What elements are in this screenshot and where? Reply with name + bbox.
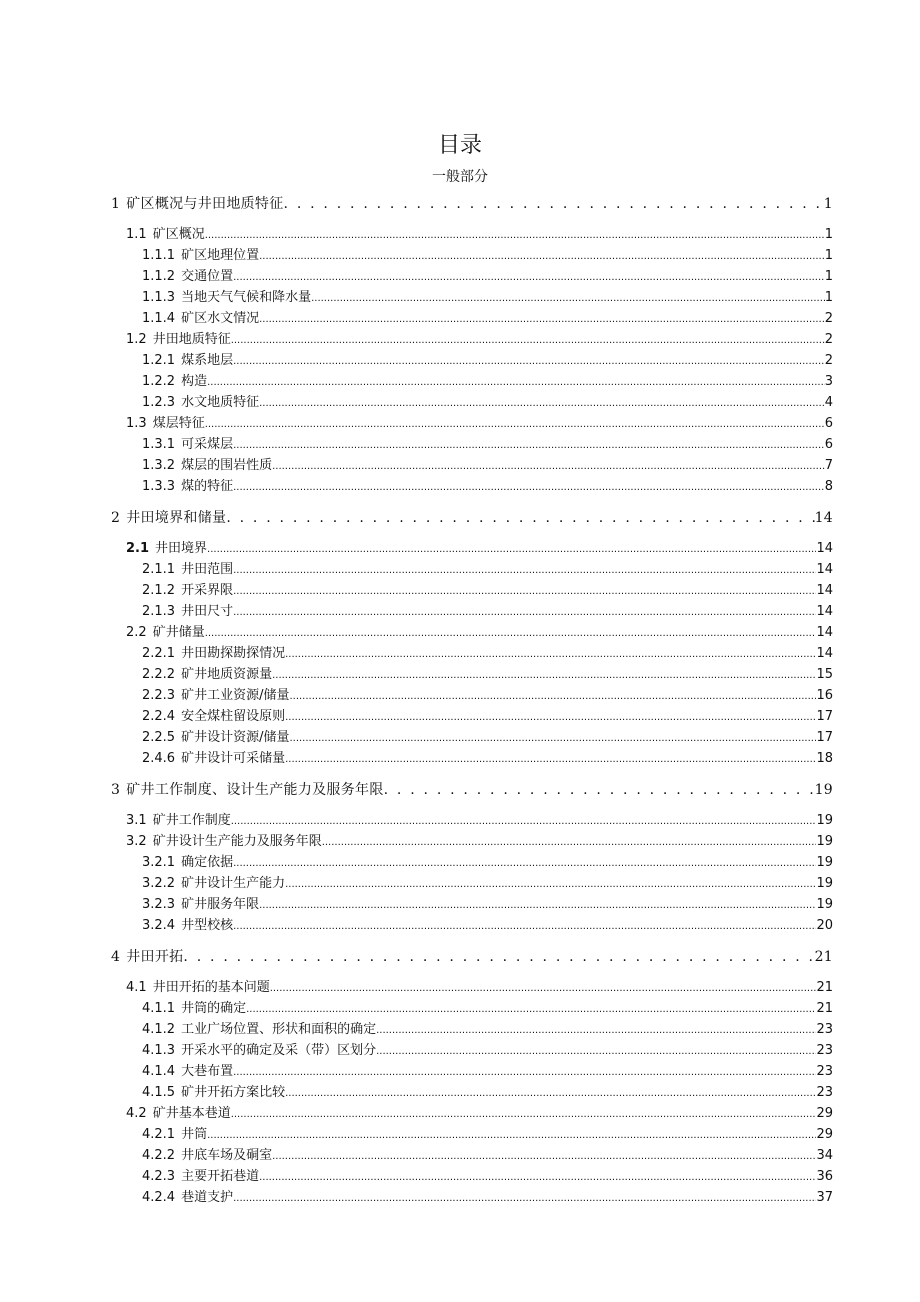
toc-dot-leader	[233, 479, 825, 494]
toc-entry-text: 矿井服务年限	[181, 897, 260, 912]
toc-dot-leader	[284, 196, 824, 212]
toc-page-number: 14	[816, 562, 833, 577]
toc-page-number: 34	[816, 1148, 833, 1163]
toc-entry-label	[126, 621, 205, 640]
toc-entry-number: 3.2.3	[142, 897, 176, 912]
toc-dot-leader	[311, 290, 825, 305]
toc-entry-label	[126, 830, 322, 849]
toc-dot-leader	[272, 458, 825, 473]
toc-dot-leader	[231, 813, 817, 828]
toc-entry-text: 井底车场及硐室	[181, 1148, 273, 1163]
toc-entry-number: 2.2.1	[142, 646, 176, 661]
toc-entry-label	[142, 1018, 376, 1037]
toc-entry-label	[142, 286, 311, 305]
toc-entry-level2[interactable]	[126, 976, 833, 995]
toc-entry-level3[interactable]	[142, 1039, 833, 1058]
toc-entry-number: 3.2.4	[142, 918, 176, 933]
toc-entry-text: 矿井基本巷道	[152, 1106, 231, 1121]
toc-page-number: 36	[816, 1169, 833, 1184]
toc-dot-leader	[231, 332, 825, 347]
toc-entry-text: 矿井地质资源量	[181, 667, 273, 682]
toc-page-number: 14	[816, 583, 833, 598]
toc-entry-label	[142, 914, 233, 933]
toc-page-number: 29	[816, 1127, 833, 1142]
toc-page-number: 2	[824, 353, 833, 368]
toc-page-number: 1	[824, 248, 833, 263]
toc-entry-level3[interactable]	[142, 705, 833, 724]
toc-entry-label	[142, 265, 233, 284]
toc-entry-label	[142, 1165, 259, 1184]
toc-entry-number: 4.1.2	[142, 1022, 176, 1037]
toc-entry-text: 矿井设计可采储量	[181, 751, 286, 766]
toc-page-number: 18	[816, 751, 833, 766]
page-title: 目录	[437, 133, 482, 158]
toc-entry-number: 1.1	[126, 227, 147, 242]
toc-entry-number: 1.3.2	[142, 458, 176, 473]
toc-entry-level3[interactable]	[142, 726, 833, 745]
toc-entry-level3[interactable]	[142, 454, 833, 473]
toc-dot-leader	[233, 353, 825, 368]
toc-page-number: 14	[816, 604, 833, 619]
toc-entry-text: 矿井开拓方案比较	[181, 1085, 286, 1100]
toc-entry-text: 巷道支护	[181, 1190, 234, 1205]
toc-entry-level3[interactable]	[142, 600, 833, 619]
toc-entry-text: 主要开拓巷道	[181, 1169, 260, 1184]
toc-entry-level3[interactable]	[142, 684, 833, 703]
toc-entry-text: 确定依据	[181, 855, 234, 870]
toc-entry-level3[interactable]	[142, 433, 833, 452]
toc-entry-text: 煤的特征	[181, 479, 234, 494]
toc-entry-number: 1.3	[126, 416, 147, 431]
toc-dot-leader	[285, 646, 816, 661]
toc-dot-leader	[207, 374, 825, 389]
toc-entry-label	[142, 433, 233, 452]
toc-entry-number: 1.2.1	[142, 353, 176, 368]
toc-entry-text: 可采煤层	[181, 437, 234, 452]
toc-entry-text: 井筒的确定	[181, 1001, 247, 1016]
toc-entry-label	[142, 558, 233, 577]
toc-entry-number: 1.1.4	[142, 311, 176, 326]
toc-entry-text: 矿井工业资源/储量	[181, 688, 290, 703]
toc-entry-number: 1.2.3	[142, 395, 176, 410]
toc-entry-number: 4	[111, 949, 121, 965]
toc-entry-text: 井田范围	[181, 562, 234, 577]
toc-entry-number: 3.2.2	[142, 876, 176, 891]
toc-entry-text: 工业广场位置、形状和面积的确定	[181, 1022, 377, 1037]
toc-dot-leader	[233, 1064, 816, 1079]
toc-page-number: 23	[816, 1043, 833, 1058]
toc-entry-text: 矿区概况	[152, 227, 205, 242]
toc-page-number: 14	[814, 510, 833, 526]
toc-dot-leader	[259, 248, 825, 263]
toc-dot-leader	[246, 1001, 816, 1016]
toc-page-number: 7	[824, 458, 833, 473]
toc-page-number: 1	[824, 227, 833, 242]
toc-entry-label	[142, 872, 285, 891]
toc-dot-leader	[289, 688, 816, 703]
toc-dot-leader	[285, 876, 816, 891]
toc-dot-leader	[259, 1169, 816, 1184]
toc-entry-label	[142, 997, 246, 1016]
toc-entry-level3[interactable]	[142, 1081, 833, 1100]
toc-entry-label	[111, 507, 226, 527]
toc-entry-level3[interactable]	[142, 579, 833, 598]
toc-entry-level3[interactable]	[142, 663, 833, 682]
toc-dot-leader	[205, 416, 825, 431]
toc-entry-level3[interactable]	[142, 914, 833, 933]
toc-entry-number: 3.2	[126, 834, 147, 849]
toc-entry-number: 4.1.5	[142, 1085, 176, 1100]
toc-entry-level2[interactable]	[126, 328, 833, 347]
toc-page-number: 23	[816, 1085, 833, 1100]
toc-page-number: 15	[816, 667, 833, 682]
toc-page-number: 19	[814, 782, 833, 798]
toc-entry-label	[126, 537, 207, 556]
toc-entry-number: 2.1.2	[142, 583, 176, 598]
toc-entry-level1[interactable]	[111, 193, 833, 213]
toc-entry-level3[interactable]	[142, 1144, 833, 1163]
toc-entry-label	[111, 193, 284, 213]
toc-entry-label	[142, 1081, 285, 1100]
toc-entry-text: 交通位置	[181, 269, 234, 284]
toc-entry-level2[interactable]	[126, 223, 833, 242]
toc-page-number: 29	[816, 1106, 833, 1121]
toc-entry-text: 大巷布置	[181, 1064, 234, 1079]
toc-entry-text: 煤层的围岩性质	[181, 458, 273, 473]
toc-entry-number: 4.1.4	[142, 1064, 176, 1079]
toc-dot-leader	[376, 1022, 816, 1037]
toc-entry-level3[interactable]	[142, 1018, 833, 1037]
toc-entry-level3[interactable]	[142, 1060, 833, 1079]
toc-entry-text: 矿井设计资源/储量	[181, 730, 290, 745]
toc-dot-leader	[270, 980, 817, 995]
toc-page-number: 8	[824, 479, 833, 494]
toc-dot-leader	[207, 1127, 816, 1142]
toc-entry-label	[126, 809, 231, 828]
toc-page-number: 37	[816, 1190, 833, 1205]
toc-entry-number: 4.2.1	[142, 1127, 176, 1142]
toc-page-number: 21	[816, 1001, 833, 1016]
toc-entry-number: 1.1.3	[142, 290, 176, 305]
toc-entry-text: 安全煤柱留设原则	[181, 709, 286, 724]
toc-entry-number: 1.2	[126, 332, 147, 347]
toc-entry-label	[111, 946, 183, 966]
toc-entry-level2[interactable]	[126, 830, 833, 849]
toc-dot-leader	[233, 604, 816, 619]
toc-entry-level3[interactable]	[142, 1186, 833, 1205]
toc-page-number: 19	[816, 897, 833, 912]
toc-page-number: 23	[816, 1022, 833, 1037]
toc-entry-text: 矿区水文情况	[181, 311, 260, 326]
toc-dot-leader	[259, 395, 825, 410]
toc-entry-number: 3	[111, 782, 121, 798]
toc-entry-level3[interactable]	[142, 286, 833, 305]
toc-entry-level3[interactable]	[142, 244, 833, 263]
toc-entry-number: 2.4.6	[142, 751, 176, 766]
toc-entry-level3[interactable]	[142, 391, 833, 410]
toc-entry-label	[126, 223, 205, 242]
toc-entry-level2[interactable]	[126, 1102, 833, 1121]
toc-entry-number: 1.1.2	[142, 269, 176, 284]
toc-dot-leader	[285, 1085, 816, 1100]
toc-entry-text: 煤层特征	[152, 416, 205, 431]
toc-entry-label	[142, 893, 259, 912]
toc-entry-text: 井田境界	[155, 541, 208, 556]
toc-dot-leader	[285, 709, 816, 724]
toc-entry-text: 井田地质特征	[152, 332, 231, 347]
toc-entry-label	[111, 779, 384, 799]
toc-dot-leader	[205, 227, 825, 242]
toc-entry-number: 2.2.4	[142, 709, 176, 724]
toc-dot-leader	[233, 855, 816, 870]
toc-dot-leader	[233, 269, 825, 284]
toc-entry-level3[interactable]	[142, 1123, 833, 1142]
toc-page-number: 14	[816, 625, 833, 640]
toc-entry-level3[interactable]	[142, 893, 833, 912]
toc-dot-leader	[376, 1043, 816, 1058]
toc-entry-label	[142, 1060, 233, 1079]
toc-entry-level1[interactable]	[111, 946, 833, 966]
toc-dot-leader	[272, 667, 816, 682]
toc-entry-label	[142, 579, 233, 598]
toc-entry-level3[interactable]	[142, 307, 833, 326]
toc-entry-text: 井田尺寸	[181, 604, 234, 619]
toc-page-number: 4	[824, 395, 833, 410]
toc-entry-level1[interactable]	[111, 779, 833, 799]
toc-dot-leader	[231, 1106, 817, 1121]
toc-entry-label	[142, 1144, 272, 1163]
toc-page-number: 19	[816, 813, 833, 828]
toc-entry-number: 4.2.4	[142, 1190, 176, 1205]
toc-entry-level3[interactable]	[142, 370, 833, 389]
toc-entry-number: 4.2	[126, 1106, 147, 1121]
toc-entry-label	[142, 454, 272, 473]
toc-entry-label	[126, 1102, 231, 1121]
toc-entry-label	[142, 747, 285, 766]
toc-entry-label	[142, 391, 259, 410]
toc-dot-leader	[233, 583, 816, 598]
toc-dot-leader	[289, 730, 816, 745]
toc-entry-number: 1.1.1	[142, 248, 176, 263]
toc-page-number: 14	[816, 541, 833, 556]
toc-entry-number: 1.2.2	[142, 374, 176, 389]
toc-entry-number: 4.1	[126, 980, 147, 995]
toc-entry-level3[interactable]	[142, 997, 833, 1016]
toc-entry-text: 井田勘探勘探情况	[181, 646, 286, 661]
toc-entry-text: 煤系地层	[181, 353, 234, 368]
toc-entry-level3[interactable]	[142, 1165, 833, 1184]
toc-dot-leader	[233, 562, 816, 577]
toc-entry-text: 构造	[181, 374, 208, 389]
toc-entry-label	[142, 1039, 376, 1058]
toc-entry-level2[interactable]	[126, 537, 833, 556]
toc-entry-text: 水文地质特征	[181, 395, 260, 410]
toc-entry-label	[142, 349, 233, 368]
toc-dot-leader	[233, 437, 825, 452]
toc-entry-level1[interactable]	[111, 507, 833, 527]
toc-entry-number: 2.1.3	[142, 604, 176, 619]
toc-entry-number: 1.3.3	[142, 479, 176, 494]
toc-entry-text: 矿区地理位置	[181, 248, 260, 263]
toc-entry-label	[142, 726, 289, 745]
toc-dot-leader	[384, 782, 815, 798]
toc-dot-leader	[233, 1190, 816, 1205]
toc-entry-level3[interactable]	[142, 558, 833, 577]
toc-entry-label	[142, 1123, 207, 1142]
toc-page-number: 6	[824, 416, 833, 431]
toc-entry-level3[interactable]	[142, 642, 833, 661]
toc-entry-text: 开采界限	[181, 583, 234, 598]
toc-page-number: 17	[816, 730, 833, 745]
toc-entry-label	[142, 475, 233, 494]
toc-entry-level3[interactable]	[142, 747, 833, 766]
toc-page-number: 17	[816, 709, 833, 724]
toc-entry-number: 2.1	[126, 541, 150, 556]
toc-page-number: 2	[824, 311, 833, 326]
toc-page-number: 23	[816, 1064, 833, 1079]
toc-entry-label	[142, 851, 233, 870]
toc-entry-text: 井筒	[181, 1127, 208, 1142]
toc-entry-level2[interactable]	[126, 412, 833, 431]
toc-entry-text: 开采水平的确定及采（带）区划分	[181, 1043, 377, 1058]
toc-entry-level2[interactable]	[126, 621, 833, 640]
toc-entry-text: 井田开拓的基本问题	[152, 980, 270, 995]
toc-entry-text: 矿井工作制度、设计生产能力及服务年限	[126, 782, 384, 798]
toc-entry-number: 4.2.2	[142, 1148, 176, 1163]
toc-dot-leader	[259, 311, 825, 326]
toc-entry-level3[interactable]	[142, 265, 833, 284]
toc-dot-leader	[183, 949, 814, 965]
toc-entry-text: 井型校核	[181, 918, 234, 933]
toc-page-number: 1	[823, 196, 833, 212]
toc-entry-label	[142, 705, 285, 724]
page-subtitle: 一般部分	[432, 169, 488, 185]
toc-entry-level3[interactable]	[142, 475, 833, 494]
toc-entry-number: 3.2.1	[142, 855, 176, 870]
toc-dot-leader	[285, 751, 816, 766]
toc-entry-label	[142, 600, 233, 619]
toc-entry-label	[142, 684, 289, 703]
toc-entry-label	[126, 976, 270, 995]
toc-entry-number: 1	[111, 196, 121, 212]
toc-entry-level3[interactable]	[142, 349, 833, 368]
toc-page-number: 1	[824, 269, 833, 284]
toc-entry-label	[142, 663, 272, 682]
toc-entry-number: 1.3.1	[142, 437, 176, 452]
toc-entry-number: 4.2.3	[142, 1169, 176, 1184]
toc-dot-leader	[233, 918, 816, 933]
toc-entry-text: 矿井工作制度	[152, 813, 231, 828]
toc-dot-leader	[205, 625, 817, 640]
toc-entry-number: 3.1	[126, 813, 147, 828]
toc-entry-text: 矿井设计生产能力	[181, 876, 286, 891]
toc-entry-number: 2.2.3	[142, 688, 176, 703]
toc-page-number: 19	[816, 855, 833, 870]
toc-page-number: 14	[816, 646, 833, 661]
toc-entry-text: 当地天气气候和降水量	[181, 290, 312, 305]
toc-entry-number: 4.1.1	[142, 1001, 176, 1016]
toc-entry-number: 2.2	[126, 625, 147, 640]
toc-entry-number: 2.2.2	[142, 667, 176, 682]
toc-dot-leader	[226, 510, 814, 526]
toc-dot-leader	[207, 541, 816, 556]
toc-entry-label	[126, 412, 205, 431]
toc-page-number: 21	[816, 980, 833, 995]
toc-entry-text: 井田开拓	[126, 949, 184, 965]
toc-dot-leader	[272, 1148, 816, 1163]
toc-dot-leader	[259, 897, 816, 912]
toc-entry-number: 2.1.1	[142, 562, 176, 577]
toc-entry-label	[142, 307, 259, 326]
toc-entry-level3[interactable]	[142, 872, 833, 891]
toc-entry-text: 矿井设计生产能力及服务年限	[152, 834, 322, 849]
toc-dot-leader	[322, 834, 817, 849]
toc-entry-text: 矿井储量	[152, 625, 205, 640]
toc-page-number: 1	[824, 290, 833, 305]
toc-entry-label	[126, 328, 231, 347]
toc-page-number: 3	[824, 374, 833, 389]
toc-entry-number: 2	[111, 510, 121, 526]
toc-entry-text: 井田境界和储量	[126, 510, 227, 526]
toc-entry-label	[142, 244, 259, 263]
toc-entry-level2[interactable]	[126, 809, 833, 828]
toc-entry-label	[142, 642, 285, 661]
toc-page-number: 20	[816, 918, 833, 933]
toc-page-number: 19	[816, 876, 833, 891]
toc-entry-level3[interactable]	[142, 851, 833, 870]
toc-entry-text: 矿区概况与井田地质特征	[126, 196, 284, 212]
toc-entry-number: 2.2.5	[142, 730, 176, 745]
toc-page-number: 21	[814, 949, 833, 965]
toc-page-number: 2	[824, 332, 833, 347]
toc-entry-number: 4.1.3	[142, 1043, 176, 1058]
toc-entry-label	[142, 370, 207, 389]
toc-page-number: 6	[824, 437, 833, 452]
toc-page-number: 19	[816, 834, 833, 849]
toc-page-number: 16	[816, 688, 833, 703]
toc-entry-label	[142, 1186, 233, 1205]
